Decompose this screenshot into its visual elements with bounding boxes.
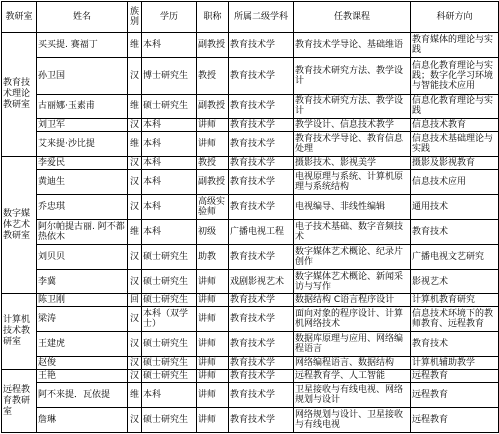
ethnicity-cell: 汉 (128, 57, 142, 94)
education-cell: 硕士研究生 (142, 294, 197, 307)
research-direction-cell: 计算机教育研究 (411, 294, 499, 307)
discipline-cell: 广播电视工程 (229, 219, 294, 244)
table-row (2, 157, 499, 170)
table-row (2, 294, 499, 307)
job-title-cell: 讲师 (197, 332, 229, 357)
header-title: 职称 (197, 2, 229, 33)
education-cell: 本科 (142, 195, 197, 220)
education-cell: 本科 (142, 33, 197, 58)
header-courses: 任教课程 (294, 2, 411, 33)
courses-cell: 教育技术研究方法、教学设计 (294, 57, 411, 94)
discipline-cell: 戏剧影视艺术 (229, 269, 294, 294)
ethnicity-cell: 汉 (128, 269, 142, 294)
table-row (2, 170, 499, 195)
education-cell: 硕士研究生 (142, 244, 197, 269)
table-row (2, 383, 499, 408)
staff-name-cell: 李爱民 (37, 157, 128, 170)
header-education: 学历 (142, 2, 197, 33)
staff-name-cell: 黄迪生 (37, 170, 128, 195)
education-cell: 本科（双学士） (142, 307, 197, 332)
courses-cell: 数字媒体艺术概论、纪录片创作 (294, 244, 411, 269)
staff-name-cell: 乔忠琪 (37, 195, 128, 220)
staff-name-cell: 梁涛 (37, 307, 128, 332)
job-title-cell: 初级 (197, 219, 229, 244)
ethnicity-cell: 回 (128, 294, 142, 307)
header-name: 姓名 (37, 2, 128, 33)
education-cell: 博士研究生 (142, 57, 197, 94)
ethnicity-cell: 维 (128, 94, 142, 119)
table-row (2, 408, 499, 433)
courses-cell: 卫星接收与有线电视、网络规划与设计 (294, 383, 411, 408)
table-row (2, 332, 499, 357)
education-cell: 硕士研究生 (142, 332, 197, 357)
staff-name-cell: 孙卫国 (37, 57, 128, 94)
research-direction-cell: 信息技术教育 (411, 119, 499, 132)
job-title-cell: 讲师 (197, 269, 229, 294)
discipline-cell: 教育技术学 (229, 294, 294, 307)
staff-name-cell: 古丽娜·玉素甫 (37, 94, 128, 119)
staff-name-cell: 刘贝贝 (37, 244, 128, 269)
research-direction-cell: 远程教育 (411, 408, 499, 433)
table-row (2, 195, 499, 220)
education-cell: 本科 (142, 219, 197, 244)
courses-cell: 数据结构 C语言程序设计 (294, 294, 411, 307)
discipline-cell: 教育技术学 (229, 195, 294, 220)
research-direction-cell: 信息技术应用 (411, 170, 499, 195)
table-row (2, 94, 499, 119)
table-row (2, 119, 499, 132)
education-cell: 硕士研究生 (142, 370, 197, 383)
ethnicity-cell: 维 (128, 383, 142, 408)
research-direction-cell: 远程教育 (411, 383, 499, 408)
header-office: 教研室 (2, 2, 37, 33)
header-ethnicity: 族别 (128, 2, 142, 33)
staff-name-cell: 阿不来提．瓦依提 (37, 383, 128, 408)
research-direction-cell: 影视艺术 (411, 269, 499, 294)
research-direction-cell: 通用技术 (411, 195, 499, 220)
ethnicity-cell: 维 (128, 33, 142, 58)
research-direction-cell: 信息技术环境下的教师教育、远程教育 (411, 307, 499, 332)
ethnicity-cell: 维 (128, 132, 142, 157)
job-title-cell: 副教授 (197, 94, 229, 119)
staff-name-cell: 阿尔帕提古丽. 阿不都热依木 (37, 219, 128, 244)
education-cell: 本科 (142, 119, 197, 132)
table-row (2, 357, 499, 370)
staff-name-cell: 买买提. 赛福丁 (37, 33, 128, 58)
education-cell: 硕士研究生 (142, 269, 197, 294)
discipline-cell: 教育技术学 (229, 132, 294, 157)
office-cell: 计算机技术教研室 (2, 294, 37, 370)
discipline-cell: 教育技术学 (229, 119, 294, 132)
research-direction-cell: 广播电视文艺研究 (411, 244, 499, 269)
courses-cell: 网络规划与设计、卫星接收与有线电视 (294, 408, 411, 433)
staff-name-cell: 艾来提·沙比提 (37, 132, 128, 157)
courses-cell: 教学设计、信息技术教学 (294, 119, 411, 132)
table-row (2, 307, 499, 332)
job-title-cell: 讲师 (197, 294, 229, 307)
research-direction-cell: 信息化教育理论与实践；数字化学习环境与智能技术应用 (411, 57, 499, 94)
job-title-cell: 助教 (197, 244, 229, 269)
discipline-cell: 教育技术学 (229, 157, 294, 170)
table-row (2, 132, 499, 157)
office-cell: 远程教育教研室 (2, 370, 37, 433)
education-cell: 硕士研究生 (142, 94, 197, 119)
ethnicity-cell: 汉 (128, 119, 142, 132)
ethnicity-cell: 维 (128, 219, 142, 244)
job-title-cell: 教授 (197, 57, 229, 94)
job-title-cell: 讲师 (197, 383, 229, 408)
job-title-cell: 高级实验师 (197, 195, 229, 220)
ethnicity-cell: 汉 (128, 170, 142, 195)
education-cell: 本科 (142, 383, 197, 408)
courses-cell: 电子技术基础、数字音频技术 (294, 219, 411, 244)
staff-table (1, 1, 499, 433)
job-title-cell: 讲师 (197, 357, 229, 370)
education-cell: 本科 (142, 170, 197, 195)
courses-cell: 教育技术学导论、基础维语 (294, 33, 411, 58)
courses-cell: 教育技术研究方法、教学设计 (294, 94, 411, 119)
job-title-cell: 教授 (197, 157, 229, 170)
ethnicity-cell: 汉 (128, 307, 142, 332)
research-direction-cell: 教育技术 (411, 219, 499, 244)
staff-name-cell: 刘卫军 (37, 119, 128, 132)
courses-cell: 教育技术学导论、教育信息处理 (294, 132, 411, 157)
discipline-cell: 教育技术学 (229, 332, 294, 357)
job-title-cell: 讲师 (197, 307, 229, 332)
discipline-cell: 教育技术学 (229, 57, 294, 94)
ethnicity-cell: 汉 (128, 195, 142, 220)
job-title-cell: 讲师 (197, 132, 229, 157)
header-row (2, 2, 499, 33)
courses-cell: 电视原理与系统、计算机原理与系统结构 (294, 170, 411, 195)
job-title-cell: 讲师 (197, 408, 229, 433)
table-row (2, 57, 499, 94)
table-row (2, 219, 499, 244)
job-title-cell: 副教授 (197, 33, 229, 58)
education-cell: 本科 (142, 157, 197, 170)
table-row (2, 244, 499, 269)
research-direction-cell: 信息技术基础理论与实践 (411, 132, 499, 157)
staff-name-cell: 陈卫刚 (37, 294, 128, 307)
ethnicity-cell: 汉 (128, 244, 142, 269)
discipline-cell: 教育技术学 (229, 94, 294, 119)
table-row (2, 269, 499, 294)
table-row (2, 370, 499, 383)
ethnicity-cell: 汉 (128, 357, 142, 370)
staff-name-cell: 詹琳 (37, 408, 128, 433)
research-direction-cell: 教育媒体的理论与实践 (411, 33, 499, 58)
job-title-cell: 副教授 (197, 170, 229, 195)
discipline-cell: 教育技术学 (229, 33, 294, 58)
staff-name-cell: 李冀 (37, 269, 128, 294)
courses-cell: 摄影技术、影视美学 (294, 157, 411, 170)
header-discipline: 所属二级学科 (229, 2, 294, 33)
ethnicity-cell: 汉 (128, 332, 142, 357)
office-cell: 教育技术理论教研室 (2, 33, 37, 157)
discipline-cell: 教育技术学 (229, 370, 294, 383)
courses-cell: 数据库原理与应用、网络编程语言 (294, 332, 411, 357)
discipline-cell: 教育技术学 (229, 408, 294, 433)
research-direction-cell: 远程教育 (411, 370, 499, 383)
job-title-cell: 讲师 (197, 119, 229, 132)
research-direction-cell: 教育技术 (411, 332, 499, 357)
office-cell: 数字媒体艺术教研室 (2, 157, 37, 294)
table-row (2, 33, 499, 58)
courses-cell: 电视编导、非线性编辑 (294, 195, 411, 220)
education-cell: 本科 (142, 132, 197, 157)
courses-cell: 数字媒体艺术概论、新闻采访与写作 (294, 269, 411, 294)
research-direction-cell: 计算机辅助教学 (411, 357, 499, 370)
discipline-cell: 教育技术学 (229, 307, 294, 332)
discipline-cell: 教育技术学 (229, 357, 294, 370)
courses-cell: 面向对象的程序设计、计算机网络技术 (294, 307, 411, 332)
table-body (2, 33, 499, 433)
job-title-cell: 讲师 (197, 370, 229, 383)
discipline-cell: 教育技术学 (229, 170, 294, 195)
courses-cell: 远程教育学、人工智能 (294, 370, 411, 383)
ethnicity-cell: 汉 (128, 157, 142, 170)
ethnicity-cell: 汉 (128, 370, 142, 383)
research-direction-cell: 摄影及影视教育 (411, 157, 499, 170)
staff-name-cell: 王建虎 (37, 332, 128, 357)
header-research: 科研方向 (411, 2, 499, 33)
research-direction-cell: 信息化教育理论与实践 (411, 94, 499, 119)
education-cell: 硕士研究生 (142, 408, 197, 433)
ethnicity-cell: 汉 (128, 408, 142, 433)
staff-name-cell: 赵俊 (37, 357, 128, 370)
staff-name-cell: 王艳 (37, 370, 128, 383)
discipline-cell: 教育技术学 (229, 383, 294, 408)
education-cell: 硕士研究生 (142, 357, 197, 370)
discipline-cell: 教育技术学 (229, 244, 294, 269)
courses-cell: 网络编程语言、数据结构 (294, 357, 411, 370)
